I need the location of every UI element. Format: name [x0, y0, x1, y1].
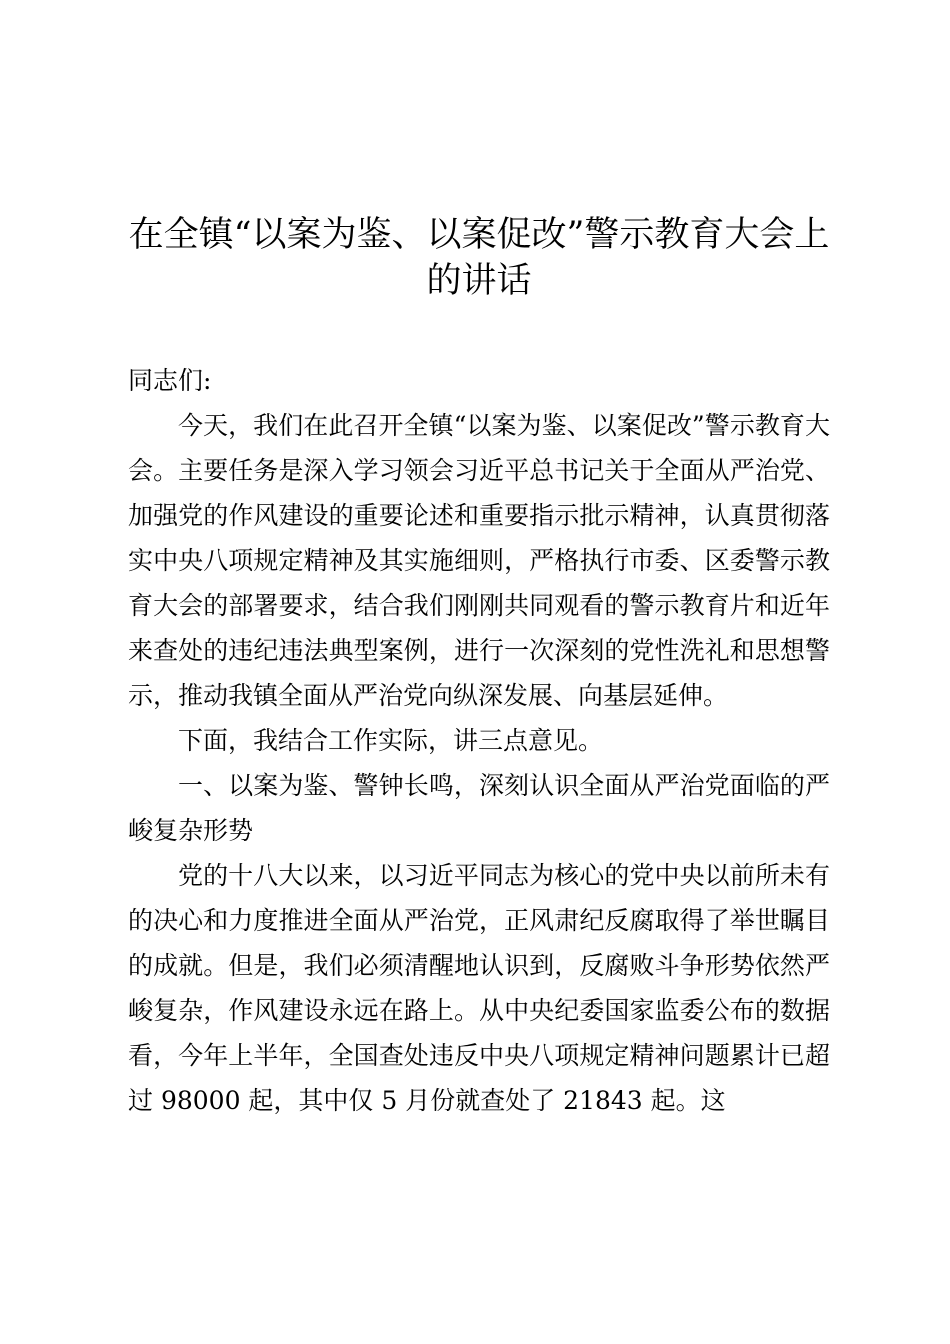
paragraph-opening: 今天，我们在此召开全镇“以案为鉴、以案促改”警示教育大会。主要任务是深入学习领会习近平总书记关于全面从严治党、加强党的作风建设的重要论述和重要指示批示精神，认真贯彻落实中央八项规定精神及其实施细则，严格执行市委、区委警示教育大会的部署要求，结合我们刚刚共同观看的警示教育片和近年来查处的违纪违法典型案例，进行一次深刻的党性洗礼和思想警示，推动我镇全面从严治党向纵深发展、向基层延伸。: [128, 411, 830, 710]
paragraph-situation: 党的十八大以来，以习近平同志为核心的党中央以前所未有的决心和力度推进全面从严治党，正风肃纪反腐取得了举世瞩目的成就。但是，我们必须清醒地认识到，反腐败斗争形势依然严峻复杂，作风建设永远在路上。从中央纪委国家监委公布的数据看，今年上半年，全国查处违反中央八项规定精神问题累计已超过 98000 起，其中仅 5 月份就查处了 21843 起。这: [128, 861, 830, 1115]
document-title: 在全镇“以案为鉴、以案促改”警示教育大会上的讲话: [128, 215, 830, 301]
section-heading-1: 一、以案为鉴、警钟长鸣，深刻认识全面从严治党面临的严峻复杂形势: [128, 771, 830, 845]
document-body: [128, 212, 830, 1123]
paragraph-outline: 下面，我结合工作实际，讲三点意见。: [178, 726, 604, 755]
salutation: 同志们:: [128, 366, 212, 395]
